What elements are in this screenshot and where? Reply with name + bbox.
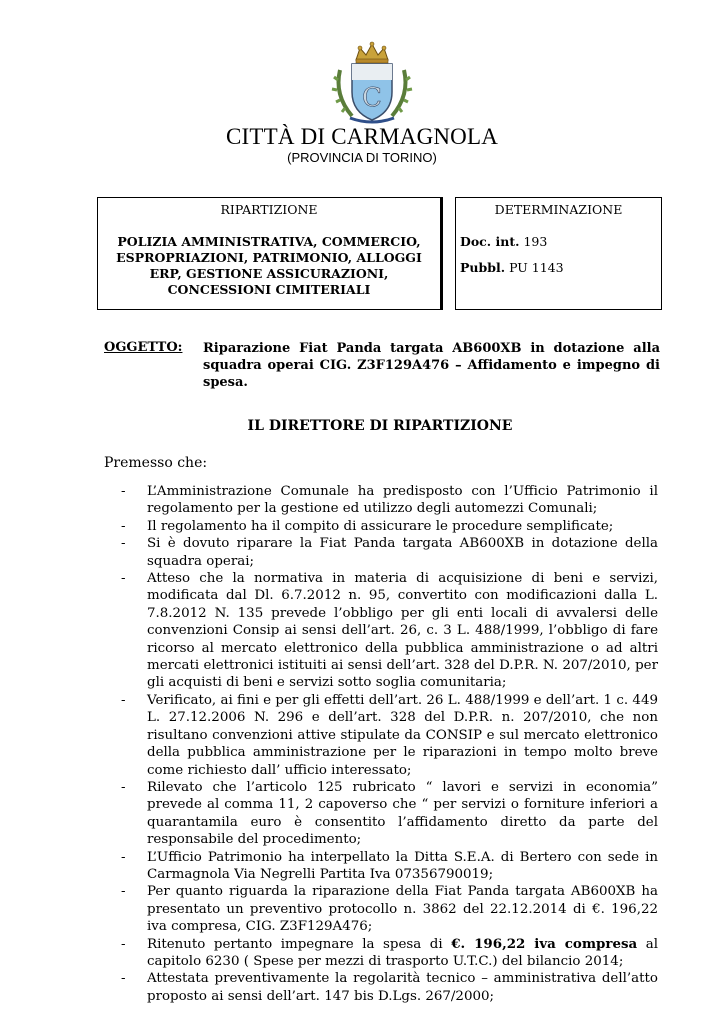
oggetto-label: OGGETTO:: [104, 340, 183, 355]
province-subtitle: (PROVINCIA DI TORINO): [287, 150, 437, 165]
oggetto-text: Riparazione Fiat Panda targata AB600XB in dotazione alla squadra operai CIG. Z3F129A476 – Affidamento e impegno di spesa.: [203, 341, 660, 390]
city-crest-icon: [330, 40, 414, 126]
list-item: [104, 970, 658, 1005]
ripartizione-box: [97, 197, 441, 310]
box-divider: [441, 197, 443, 310]
list-item: [104, 692, 658, 779]
premesso-text: Premesso che:: [104, 455, 208, 471]
director-title: IL DIRETTORE DI RIPARTIZIONE: [247, 418, 513, 434]
ripartizione-heading: RIPARTIZIONE: [220, 202, 318, 217]
list-item: [104, 518, 658, 535]
premesso-list: [104, 483, 658, 1005]
svg-text:C: C: [362, 83, 382, 113]
list-item: [104, 849, 658, 884]
ritenuto-text-after: al capitolo 6230 ( Spese per mezzi di trasporto U.T.C.) del bilancio 2014;: [147, 936, 658, 969]
list-item-text: Attestata preventivamente la regolarità tecnico – amministrativa dell’atto proposto ai sensi dell’art. 147 bis D.Lgs. 267/2000;: [147, 971, 658, 1004]
list-item-text: Per quanto riguarda la riparazione della Fiat Panda targata AB600XB ha presentato un preventivo protocollo n. 3862 del 22.12.2014 di €. 196,22 iva compresa, CIG. Z3F129A476;: [147, 884, 658, 935]
list-item-text: Atteso che la normativa in materia di acquisizione di beni e servizi, modificata dal Dl. 6.7.2012 n. 95, convertito con modificazioni dalla L. 7.8.2012 N. 135 prevede l’obbligo per gli enti locali di avvalersi delle convenzioni Consip ai sensi dell’art. 26, c. 3 L. 488/1999, l’obbligo di fare ricorso al mercato elettronico della pubblica amministrazione o ad altri mercati elettronici istituiti ai sensi dell’art. 328 del D.P.R. N. 207/2010, per gli acquisti di beni e servizi sotto soglia comunitaria;: [147, 571, 658, 691]
bullet-dash: -: [121, 484, 126, 499]
doc-int-line: [460, 234, 661, 249]
city-title: CITTÀ DI CARMAGNOLA: [225, 124, 499, 149]
list-item-text: Rilevato che l’articolo 125 rubricato “ lavori e servizi in economia” prevede al comma 11, 2 capoverso che “ per servizi o forniture inferiori a quarantamila euro è consentito l’affidamento diretto da parte del responsabile del procedimento;: [147, 779, 658, 848]
bullet-dash: -: [121, 692, 126, 708]
ritenuto-amount: €. 196,22 iva compresa: [451, 935, 638, 952]
doc-int-value: 193: [523, 234, 548, 249]
pubbl-value: PU 1143: [509, 260, 564, 275]
ripartizione-name: POLIZIA AMMINISTRATIVA, COMMERCIO, ESPROPRIAZIONI, PATRIMONIO, ALLOGGI ERP, GESTIONE ASSICURAZIONI, CONCESSIONI CIMITERIALI: [116, 234, 422, 297]
pubbl-label: Pubbl.: [460, 260, 506, 275]
list-item: [104, 535, 658, 570]
bullet-dash: -: [121, 518, 126, 534]
list-item: [104, 483, 658, 518]
list-item-ritenuto: [104, 936, 658, 971]
bullet-dash: -: [121, 884, 126, 900]
bullet-dash: -: [121, 936, 126, 952]
bullet-dash: -: [121, 536, 126, 552]
list-item: [104, 779, 658, 849]
ritenuto-text-before: Ritenuto pertanto impegnare la spesa di: [147, 936, 452, 952]
list-item-text: L’Amministrazione Comunale ha predisposto con l’Ufficio Patrimonio il regolamento per la gestione ed utilizzo degli automezzi Comunali;: [147, 484, 658, 517]
list-item-text: Si è dovuto riparare la Fiat Panda targata AB600XB in dotazione della squadra operai;: [147, 536, 658, 569]
bullet-dash: -: [121, 779, 126, 795]
determinazione-heading: DETERMINAZIONE: [494, 202, 623, 217]
list-item-text: Il regolamento ha il compito di assicurare le procedure semplificate;: [147, 518, 614, 534]
list-item-text: Verificato, ai fini e per gli effetti dell’art. 26 L. 488/1999 e dell’art. 1 c. 449 L. 27.12.2006 N. 296 e dell’art. 328 del D.P.R. n. 207/2010, che non risultano convenzioni attive stipulate da CONSIP e sul mercato elettronico della pubblica amministrazione per le riparazioni in tempo molto breve come richiesto dall’ ufficio interessato;: [147, 692, 658, 778]
determinazione-box: [455, 197, 662, 310]
bullet-dash: -: [121, 849, 126, 865]
bullet-dash: -: [121, 571, 126, 587]
list-item-text: L’Ufficio Patrimonio ha interpellato la Ditta S.E.A. di Bertero con sede in Carmagnola Via Negrelli Partita Iva 07356790019;: [147, 849, 658, 882]
list-item: [104, 883, 658, 935]
list-item: [104, 570, 658, 692]
bullet-dash: -: [121, 971, 126, 987]
pubbl-line: [460, 260, 661, 275]
doc-int-label: Doc. int.: [460, 234, 520, 249]
